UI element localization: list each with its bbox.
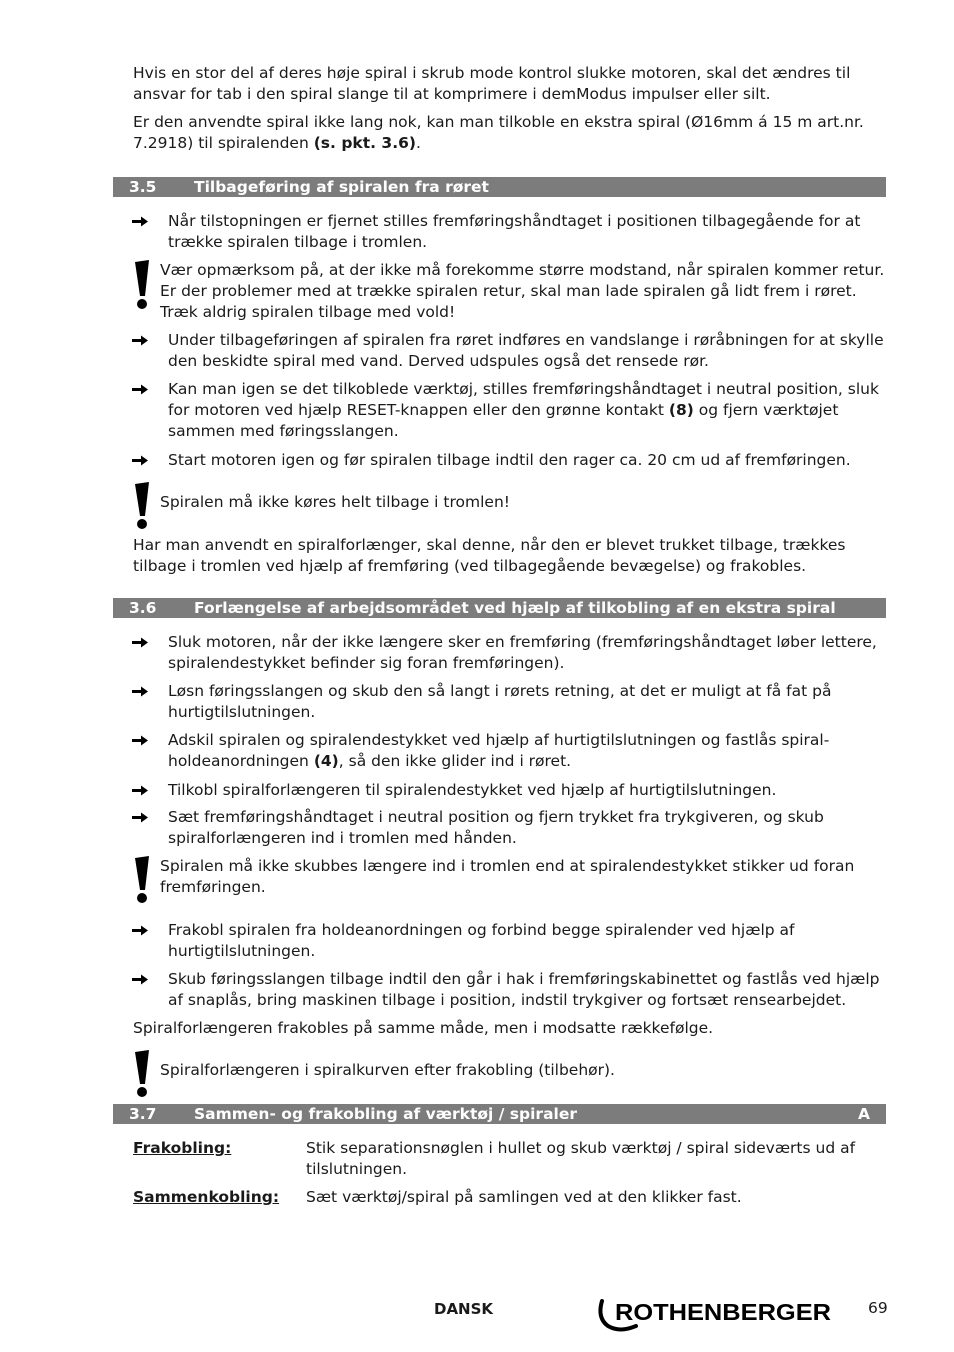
section-3-6-paragraph: Spiralforlængeren frakobles på samme måde, men i modsatte rækkefølge. [133,1019,714,1037]
arrow-right-icon [130,780,150,801]
arrow-right-icon [130,969,150,990]
arrow-right-icon [130,211,150,232]
section-title: Forlængelse af arbejdsområdet ved hjælp af tilkobling af en ekstra spiral [194,599,836,617]
section-3-6-header [113,598,886,618]
definition-description: Stik separationsnøglen i hullet og skub værktøj / spiral sideværts ud af tilslutningen. [306,1139,856,1178]
intro-paragraph-2: Er den anvendte spiral ikke lang nok, kan man tilkoble en ekstra spiral (Ø16mm á 15 m art.nr. 7.2918) til spiralenden (s. pkt. 3.6). [133,113,864,152]
section-tag: A [858,1105,870,1123]
section-number: 3.5 [129,178,157,196]
definition-term: Sammenkobling: [133,1188,280,1206]
section-title: Sammen- og frakobling af værktøj / spiraler [194,1105,578,1123]
definition-description: Sæt værktøj/spiral på samlingen ved at den klikker fast. [306,1188,742,1206]
section-3-5-header [113,177,886,197]
arrow-right-icon [130,807,150,828]
arrow-right-icon [130,730,150,751]
manual-page: Hvis en stor del af deres høje spiral i skrub mode kontrol slukke motoren, skal det ændres til ansvar for tab i den spiral slange til at komprimere i demModus impulser eller silt. Er den anvendte spiral ikke lang nok, kan man tilkoble en ekstra spiral (Ø16mm á 15 m art.nr. 7.2918) til spiralenden (s. pkt. 3.6). 3.5 Tilbageføring af spiralen fra røret Når tilstopningen er fjernet stilles fremføringshåndtaget i positionen tilbagegående for at trække spiralen tilbage i tromlen. Vær opmærksom på, at der ikke må forekomme større modstand, når spiralen kommer retur. Er der problemer med at trække spiralen retur, skal man lade spiralen gå lidt frem i røret. Træk aldrig spiralen tilbage med vold! Under tilbageføringen af spiralen fra røret indføres en vandslange i røråbningen for at skylle den beskidte spiral med vand. Derved udspules også det rensede rør. Kan man igen se det tilkoblede værktøj, stilles fremføringshåndtaget i neutral position, sluk for motoren ved hjælp RESET-knappen eller den grønne kontakt (8) og fjern værktøjet sammen med føringsslangen. Start motoren igen og før spiralen tilbage indtil den rager ca. 20 cm ud af fremføringen. Spiralen må ikke køres helt tilbage i tromlen! Har man anvendt en spiralforlænger, skal denne, når den er blevet trukket tilbage, trækkes tilbage i tromlen ved hjælp af fremføring (ved tilbagegående bevægelse) og frakobles. 3.6 Forlængelse af arbejdsområdet ved hjælp af tilkobling af en ekstra spiral Sluk motoren, når der ikke længere sker en fremføring (fremføringshåndtaget løber lettere, spiralendestykket befinder sig foran fremføringen). Løsn føringsslangen og skub den så langt i rørets retning, at det er muligt at få fat på hurtigtilslutningen. Adskil spiralen og spiralendestykket ved hjælp af hurtigtilslutningen og fastlås spiral-holdeanordningen (4), så den ikke glider ind i røret. Tilkobl spiralforlængeren til spiralendestykket ved hjælp af hurtigtilslutningen. Sæt fremføringshåndtaget i neutral position og fjern trykket fra trykgiveren, og skub spiralforlængeren ind i tromlen med hånden. Spiralen må ikke skubbes længere ind i tromlen end at spiralendestykket stikker ud foran fremføringen. Frakobl spiralen fra holdeanordningen og forbind begge spiralender ved hjælp af hurtigtilslutningen. Skub føringsslangen tilbage indtil den går i hak i fremføringskabinettet og fastlås ved hjælp af snaplås, bring maskinen tilbage i position, indstil trykgiver og fortsæt rensearbejdet. Spiralforlængeren frakobles på samme måde, men i modsatte rækkefølge. Spiralforlængeren i spiralkurven efter frakobling (tilbehør). 3.7 Sammen- og frakobling af værktøj / spiraler A Frakobling: Stik separationsnøglen i hullet og skub værktøj / spiral sideværts ud af tilslutningen. Sammenkobling: Sæt værktøj/spiral på samlingen ved at den klikker fast. DANSK ROTHENBERGER 69 [0,0,954,1352]
arrow-right-icon [130,632,150,653]
section-3-5-paragraph: Har man anvendt en spiralforlænger, skal denne, når den er blevet trukket tilbage, trækkes tilbage i tromlen ved hjælp af fremføring (ved tilbagegående bevægelse) og frakobles. [133,536,846,575]
exclamation-warning-icon [131,482,153,532]
section-number: 3.6 [129,599,157,617]
arrow-right-icon [130,379,150,400]
brand-name: ROTHENBERGER [615,1299,832,1325]
rothenberger-logo [596,1296,836,1332]
exclamation-warning-icon [131,260,153,330]
section-title: Tilbageføring af spiralen fra røret [194,178,489,196]
section-number: 3.7 [129,1105,157,1123]
arrow-right-icon [130,450,150,471]
definition-term: Frakobling: [133,1139,232,1157]
exclamation-warning-icon [131,1050,153,1100]
arrow-right-icon [130,330,150,351]
arrow-right-icon [130,681,150,702]
intro-paragraph-1: Hvis en stor del af deres høje spiral i skrub mode kontrol slukke motoren, skal det ændres til ansvar for tab i den spiral slange til at komprimere i demModus impulser eller silt. [133,64,851,103]
section-3-7-header [113,1104,886,1124]
page-number: 69 [868,1299,888,1317]
exclamation-warning-icon [131,856,153,906]
footer-language: DANSK [434,1300,494,1318]
arrow-right-icon [130,920,150,941]
